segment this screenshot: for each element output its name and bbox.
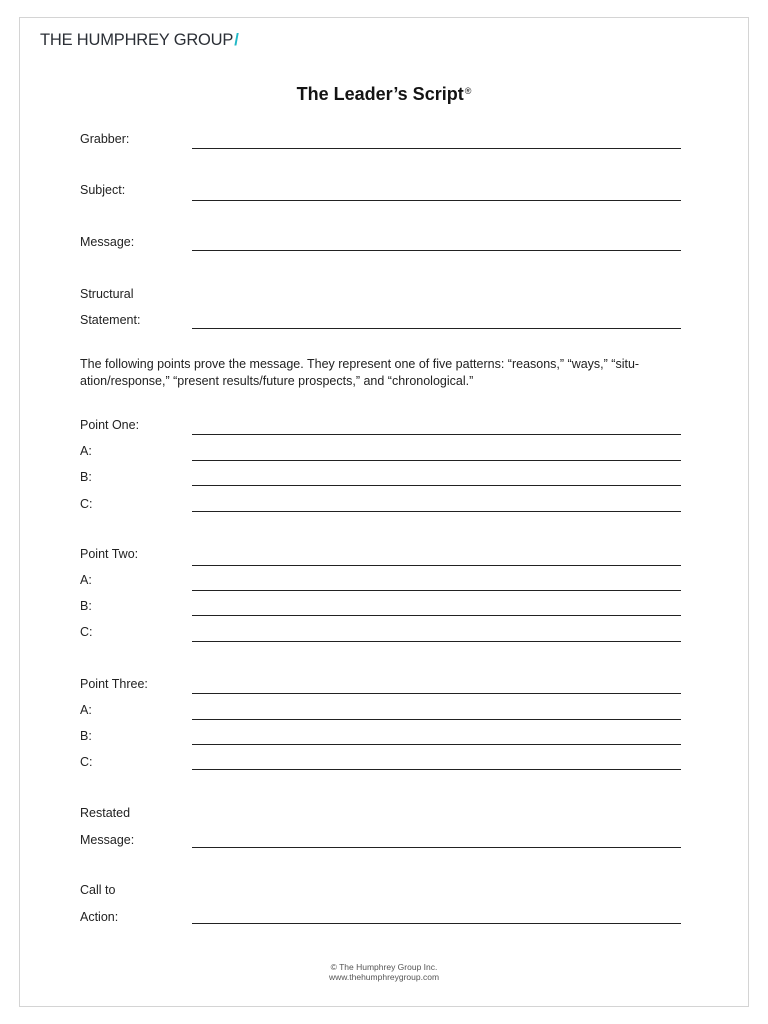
registered-mark: ® [464,86,472,96]
point-one-a-line[interactable] [192,460,681,461]
point-three-a-line[interactable] [192,719,681,720]
point-two-label: Point Two: [80,547,139,561]
structural-label-1: Structural [80,287,134,301]
message-label: Message: [80,235,135,249]
point-three-line[interactable] [192,693,681,694]
point-three-label: Point Three: [80,677,148,691]
point-one-a-label: A: [80,444,92,458]
page-frame [19,17,749,1007]
point-two-line[interactable] [192,565,681,566]
page-title [0,84,768,105]
subject-line[interactable] [192,200,681,201]
point-two-a-label: A: [80,573,92,587]
point-three-b-label: B: [80,729,92,743]
title-text: The Leader’s Script [296,84,464,104]
brand-slash: / [234,31,239,49]
brand-name: THE HUMPHREY GROUP [40,31,234,49]
point-three-c-label: C: [80,755,93,769]
point-one-label: Point One: [80,418,140,432]
message-line[interactable] [192,250,681,251]
grabber-label: Grabber: [80,132,130,146]
restated-message-line[interactable] [192,847,681,848]
point-three-c-line[interactable] [192,769,681,770]
point-one-b-line[interactable] [192,485,681,486]
call-label-2: Action: [80,910,119,924]
brand-logo [40,31,239,50]
point-three-a-label: A: [80,703,92,717]
subject-label: Subject: [80,183,126,197]
grabber-line[interactable] [192,148,681,149]
intro-paragraph: The following points prove the message. They represent one of five patterns: “reasons,” “ways,” “situation/response,” “present results/future prospects,” and “chronological.” [80,357,640,388]
structural-statement-line[interactable] [192,328,681,329]
point-two-b-label: B: [80,599,92,613]
footer-url: www.thehumphreygroup.com [328,972,440,982]
point-one-c-label: C: [80,497,93,511]
point-two-c-line[interactable] [192,641,681,642]
point-one-c-line[interactable] [192,511,681,512]
footer [0,962,768,982]
restated-label-1: Restated [80,806,131,820]
call-to-action-line[interactable] [192,923,681,924]
structural-label-2: Statement: [80,313,141,327]
point-one-line[interactable] [192,434,681,435]
point-two-c-label: C: [80,625,93,639]
call-label-1: Call to [80,883,116,897]
point-three-b-line[interactable] [192,744,681,745]
footer-copyright: © The Humphrey Group Inc. [330,962,438,972]
restated-label-2: Message: [80,833,135,847]
point-two-a-line[interactable] [192,590,681,591]
point-one-b-label: B: [80,470,92,484]
point-two-b-line[interactable] [192,615,681,616]
